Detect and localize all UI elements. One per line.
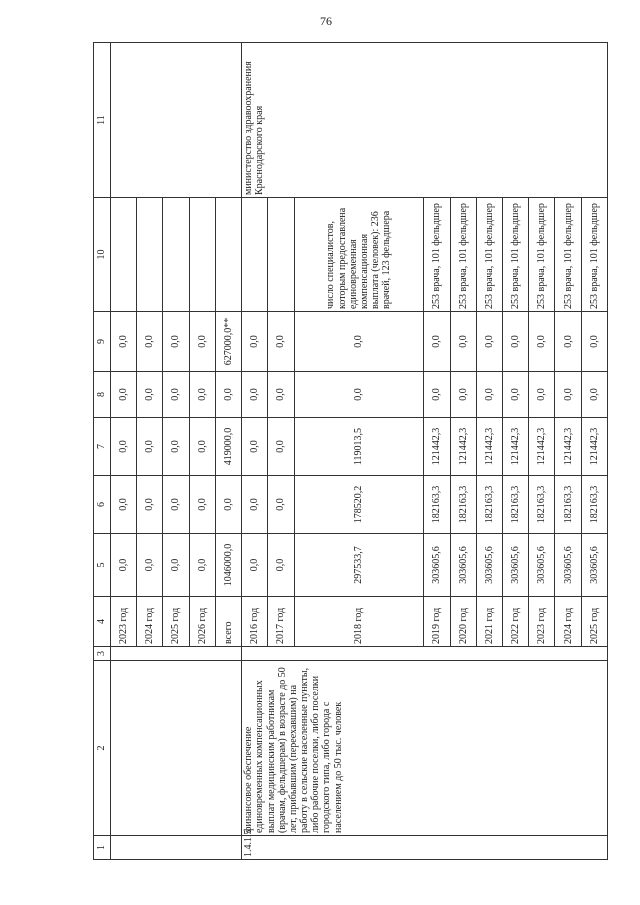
value-cell: 0,0 — [111, 312, 137, 372]
cell — [111, 661, 242, 836]
year-cell: всего — [215, 597, 241, 647]
value-cell: 182163,3 — [424, 476, 450, 534]
value-cell: 0,0 — [294, 312, 424, 372]
value-cell: 0,0 — [111, 372, 137, 418]
item-number: 1.4.1.5 — [242, 836, 608, 860]
value-cell: 182163,3 — [555, 476, 581, 534]
value-cell: 419000,0 — [215, 418, 241, 476]
value-cell: 0,0 — [111, 534, 137, 597]
year-cell: 2025 год — [163, 597, 189, 647]
program-table — [93, 42, 608, 860]
value-cell: 0,0 — [189, 476, 215, 534]
value-cell: 0,0 — [215, 476, 241, 534]
indicator-cell — [189, 198, 215, 312]
year-cell: 2022 год — [503, 597, 529, 647]
indicator-cell: 253 врача, 101 фельдшер — [476, 198, 502, 312]
value-cell: 1046000,0 — [215, 534, 241, 597]
column-header: 8 — [94, 372, 111, 418]
year-cell: 2025 год — [581, 597, 607, 647]
value-cell: 182163,3 — [503, 476, 529, 534]
column-header: 5 — [94, 534, 111, 597]
value-cell: 297533,7 — [294, 534, 424, 597]
header-row — [94, 43, 111, 860]
value-cell: 119013,5 — [294, 418, 424, 476]
year-cell: 2023 год — [111, 597, 137, 647]
value-cell: 303605,6 — [555, 534, 581, 597]
year-cell: 2023 год — [529, 597, 555, 647]
cell — [242, 647, 608, 661]
value-cell: 182163,3 — [450, 476, 476, 534]
cell — [111, 647, 242, 661]
value-cell: 0,0 — [294, 372, 424, 418]
value-cell: 0,0 — [189, 534, 215, 597]
value-cell: 121442,3 — [424, 418, 450, 476]
value-cell: 0,0 — [268, 476, 294, 534]
indicator-cell: число специалистов, которым предоставлена единовременная компенсационная выплата (человек): 236 врачей, 123 фельдшера — [294, 198, 424, 312]
cell — [111, 836, 242, 860]
value-cell: 303605,6 — [450, 534, 476, 597]
value-cell: 0,0 — [242, 476, 268, 534]
value-cell: 0,0 — [189, 372, 215, 418]
value-cell: 121442,3 — [555, 418, 581, 476]
value-cell: 0,0 — [555, 372, 581, 418]
year-cell: 2016 год — [242, 597, 268, 647]
value-cell: 0,0 — [242, 534, 268, 597]
column-header: 3 — [94, 647, 111, 661]
year-cell: 2019 год — [424, 597, 450, 647]
indicator-cell: 253 врача, 101 фельдшер — [450, 198, 476, 312]
value-cell: 0,0 — [268, 534, 294, 597]
column-header: 9 — [94, 312, 111, 372]
value-cell: 303605,6 — [581, 534, 607, 597]
value-cell: 0,0 — [242, 372, 268, 418]
value-cell: 0,0 — [503, 312, 529, 372]
value-cell: 0,0 — [476, 372, 502, 418]
value-cell: 121442,3 — [503, 418, 529, 476]
value-cell: 0,0 — [163, 476, 189, 534]
year-cell: 2024 год — [137, 597, 163, 647]
value-cell: 0,0 — [424, 372, 450, 418]
value-cell: 0,0 — [111, 476, 137, 534]
indicator-cell: 253 врача, 101 фельдшер — [424, 198, 450, 312]
value-cell: 0,0 — [163, 418, 189, 476]
indicator-cell: 253 врача, 101 фельдшер — [555, 198, 581, 312]
value-cell: 0,0 — [163, 534, 189, 597]
indicator-cell: 253 врача, 101 фельдшер — [503, 198, 529, 312]
value-cell: 303605,6 — [529, 534, 555, 597]
indicator-cell — [242, 198, 268, 312]
value-cell: 0,0 — [555, 312, 581, 372]
column-header: 11 — [94, 43, 111, 198]
column-header: 4 — [94, 597, 111, 647]
value-cell: 0,0 — [581, 312, 607, 372]
executor-cell: министерство здравоохранения Краснодарского края — [242, 43, 608, 198]
value-cell: 0,0 — [450, 372, 476, 418]
value-cell: 0,0 — [242, 418, 268, 476]
value-cell: 121442,3 — [581, 418, 607, 476]
indicator-cell — [137, 198, 163, 312]
year-cell: 2017 год — [268, 597, 294, 647]
indicator-cell — [215, 198, 241, 312]
year-cell: 2018 год — [294, 597, 424, 647]
year-cell: 2024 год — [555, 597, 581, 647]
value-cell: 178520,2 — [294, 476, 424, 534]
value-cell: 182163,3 — [581, 476, 607, 534]
cell — [111, 43, 242, 198]
value-cell: 0,0 — [137, 372, 163, 418]
table-row — [242, 43, 268, 860]
column-header: 6 — [94, 476, 111, 534]
value-cell: 0,0 — [581, 372, 607, 418]
value-cell: 0,0 — [137, 312, 163, 372]
column-header: 7 — [94, 418, 111, 476]
value-cell: 0,0 — [268, 418, 294, 476]
value-cell: 0,0 — [242, 312, 268, 372]
column-header: 2 — [94, 661, 111, 836]
value-cell: 0,0 — [137, 476, 163, 534]
value-cell: 303605,6 — [424, 534, 450, 597]
value-cell: 0,0 — [476, 312, 502, 372]
value-cell: 303605,6 — [476, 534, 502, 597]
value-cell: 0,0 — [215, 372, 241, 418]
year-cell: 2026 год — [189, 597, 215, 647]
value-cell: 0,0 — [424, 312, 450, 372]
value-cell: 627000,0** — [215, 312, 241, 372]
value-cell: 0,0 — [189, 418, 215, 476]
table-row — [111, 43, 137, 860]
indicator-cell — [268, 198, 294, 312]
column-header: 10 — [94, 198, 111, 312]
value-cell: 0,0 — [111, 418, 137, 476]
year-cell: 2020 год — [450, 597, 476, 647]
value-cell: 121442,3 — [529, 418, 555, 476]
value-cell: 0,0 — [163, 372, 189, 418]
value-cell: 0,0 — [163, 312, 189, 372]
indicator-cell: 253 врача, 101 фельдшер — [529, 198, 555, 312]
column-header: 1 — [94, 836, 111, 860]
value-cell: 0,0 — [450, 312, 476, 372]
value-cell: 303605,6 — [503, 534, 529, 597]
indicator-cell: 253 врача, 101 фельдшер — [581, 198, 607, 312]
indicator-cell — [111, 198, 137, 312]
value-cell: 0,0 — [529, 372, 555, 418]
value-cell: 0,0 — [529, 312, 555, 372]
value-cell: 0,0 — [268, 372, 294, 418]
value-cell: 0,0 — [137, 534, 163, 597]
year-cell: 2021 год — [476, 597, 502, 647]
value-cell: 0,0 — [503, 372, 529, 418]
value-cell: 182163,3 — [529, 476, 555, 534]
value-cell: 121442,3 — [450, 418, 476, 476]
rotated-table-container — [93, 43, 608, 860]
value-cell: 0,0 — [268, 312, 294, 372]
indicator-cell — [163, 198, 189, 312]
value-cell: 182163,3 — [476, 476, 502, 534]
page-number: 76 — [320, 14, 332, 28]
item-title: финансовое обеспечение единовременных компенсационных выплат медицинским работникам (врачам, фельдшерам) в возрасте до 50 лет, прибывшим (переехавшим) на работу в сельские населенные пункты, либо рабочие поселки, либо поселки городского типа, либо города с населением до 50 тыс. человек — [242, 661, 608, 836]
value-cell: 0,0 — [189, 312, 215, 372]
value-cell: 0,0 — [137, 418, 163, 476]
value-cell: 121442,3 — [476, 418, 502, 476]
